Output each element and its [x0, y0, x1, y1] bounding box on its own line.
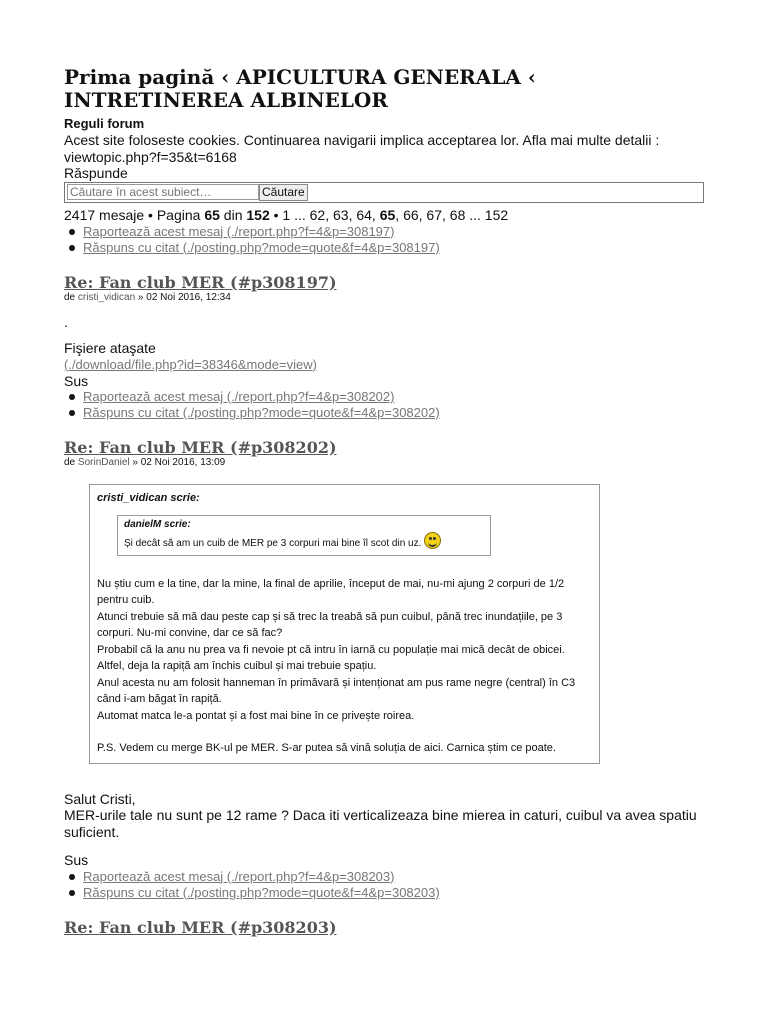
pagination	[64, 207, 704, 224]
quote-line: Anul acesta nu am folosit hanneman în primăvară și intenționat am pus rame negre (central) în C3 când i-am băgat în rapiță.	[97, 676, 576, 705]
nested-blockquote	[117, 515, 491, 556]
list-item	[83, 869, 704, 885]
report-post-link[interactable]: Raportează acest mesaj (./report.php?f=4&p=308202)	[83, 389, 395, 404]
reply-greeting: Salut Cristi,	[64, 790, 136, 807]
quote-line: Nu știu cum e la tine, dar la mine, la final de aprilie, început de mai, nu-mi ajung 2 corpuri de 1/2 pentru cuib.	[97, 577, 565, 606]
report-post-link[interactable]: Raportează acest mesaj (./report.php?f=4&p=308203)	[83, 868, 395, 884]
post-date: » 02 Noi 2016, 13:09	[129, 457, 226, 468]
total-pages: 152	[246, 206, 270, 223]
post-date: » 02 Noi 2016, 12:34	[135, 291, 231, 303]
post-author[interactable]: SorinDaniel	[77, 457, 130, 468]
quote-line: Automat matca le-a pontat și a fost mai bine în ce privește roirea.	[97, 709, 415, 722]
quote-body	[97, 576, 594, 757]
post	[64, 273, 704, 422]
search-button[interactable]: Căutare	[259, 184, 308, 201]
forum-page	[64, 66, 704, 937]
quote-reply-link[interactable]: Răspuns cu citat (./posting.php?mode=quote&f=4&p=308203)	[83, 884, 440, 900]
quote-cite: cristi_vidican scrie:	[97, 492, 200, 504]
post-actions	[64, 389, 704, 421]
smiley-icon	[424, 532, 441, 549]
reply-text: MER-urile tale nu sunt pe 12 rame ? Daca iti verticalizeaza bine mierea in caturi, cuibul va avea spatiu suficient.	[64, 807, 697, 840]
list-item	[83, 405, 704, 421]
list-item	[83, 885, 704, 901]
quote-ps: P.S. Vedem cu merge BK-ul pe MER. S-ar putea să vină soluția de aici. Carnica știm ce poate.	[97, 742, 556, 754]
attachment-link[interactable]: (./download/file.php?id=38346&mode=view)	[64, 356, 317, 372]
quote-text	[124, 532, 484, 551]
post	[64, 918, 704, 937]
post-title[interactable]: Re: Fan club MER (#p308203)	[64, 917, 337, 937]
list-item	[83, 389, 704, 405]
search-input[interactable]	[67, 184, 259, 200]
post-by-label: de	[64, 457, 78, 468]
post	[64, 438, 704, 901]
post-meta	[64, 457, 704, 469]
post-body: .	[64, 313, 68, 330]
page-link-current: 65	[379, 206, 396, 223]
post-title[interactable]: Re: Fan club MER (#p308202)	[64, 438, 337, 457]
list-item	[83, 240, 704, 256]
rules-link[interactable]: Reguli forum	[64, 116, 145, 131]
post-meta	[64, 292, 704, 304]
message-count: 2417 mesaje • Pagina	[64, 206, 205, 223]
current-page: 65	[204, 206, 220, 223]
page-of-label: din	[219, 206, 247, 223]
post-actions	[64, 869, 704, 901]
post-author[interactable]: cristi_vidican	[77, 291, 136, 303]
quote-reply-link[interactable]: Răspuns cu citat (./posting.php?mode=quote&f=4&p=308197)	[83, 239, 440, 255]
blockquote	[89, 484, 600, 764]
list-item	[83, 224, 704, 240]
report-post-link[interactable]: Raportează acest mesaj (./report.php?f=4&p=308197)	[83, 223, 395, 239]
post-title[interactable]: Re: Fan club MER (#p308197)	[64, 272, 337, 292]
quote-text-content: Și decât să am un cuib de MER pe 3 corpuri mai bine îl scot din uz.	[124, 537, 422, 549]
attachments-label: Fişiere ataşate	[64, 340, 156, 356]
back-to-top-link[interactable]: Sus	[64, 372, 89, 389]
search-bar	[64, 182, 704, 203]
reply-link[interactable]: Răspunde	[64, 165, 128, 181]
cookie-notice: Acest site foloseste cookies. Continuarea navigarii implica acceptarea lor. Afla mai multe detalii : viewtopic.php?f=35&t=6168	[64, 132, 660, 165]
quote-cite: danielM scrie:	[124, 518, 191, 530]
quote-line: Altfel, deja la rapiță am închis cuibul și mai trebuie spațiu.	[97, 660, 377, 672]
page-links-after[interactable]: , 66, 67, 68 ... 152	[395, 206, 509, 223]
page-links-before[interactable]: • 1 ... 62, 63, 64,	[269, 206, 380, 223]
back-to-top-link[interactable]: Sus	[64, 852, 89, 868]
quote-line: Atunci trebuie să mă dau peste cap și să trec la treabă să pun cuibul, până trec inundațiile, pe 3 corpuri. Nu-mi convine, dar ce să fac?	[97, 610, 563, 639]
quote-line: Probabil că la anu nu prea va fi nevoie pt că intru în iarnă cu populație mai mică decât de obicei.	[97, 643, 565, 656]
post-by-label: de	[64, 291, 78, 303]
page-title: Prima pagină ‹ APICULTURA GENERALA ‹ INTRETINEREA ALBINELOR	[64, 65, 536, 112]
post-actions	[64, 224, 704, 256]
quote-reply-link[interactable]: Răspuns cu citat (./posting.php?mode=quote&f=4&p=308202)	[83, 405, 440, 420]
